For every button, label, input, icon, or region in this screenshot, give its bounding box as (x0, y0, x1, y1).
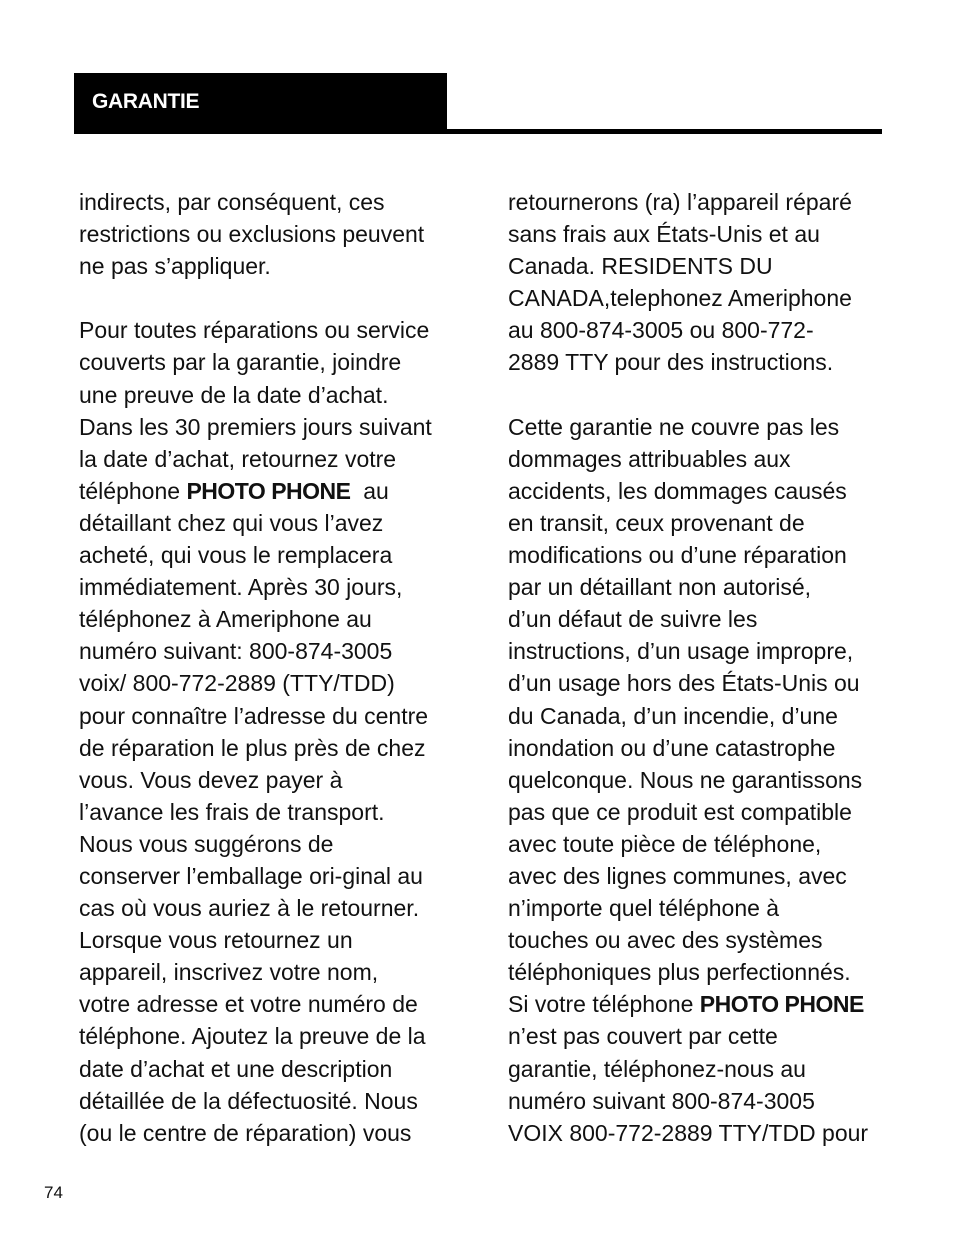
text-line: voix/ 800-772-2889 (TTY/TDD) (79, 670, 395, 697)
text-line: du Canada, d’un incendie, d’une (508, 702, 838, 729)
text-line: cas où vous auriez à le retourner. (79, 895, 420, 922)
text-line: accidents, les dommages causés (508, 477, 847, 504)
text-line: détaillée de la défectuosité. Nous (79, 1087, 418, 1114)
text-line: Cette garantie ne couvre pas les (508, 413, 840, 440)
text-line: immédiatement. Après 30 jours, (79, 574, 403, 601)
text-fragment: Si votre téléphone (508, 991, 700, 1018)
text-line: par un détaillant non autorisé, (508, 574, 812, 601)
text-line: l’avance les frais de transport. (79, 798, 385, 825)
text-line: pour connaître l’adresse du centre (79, 702, 429, 729)
page-number: 74 (44, 1183, 63, 1202)
left-paragraph-1 (79, 186, 459, 282)
text-line: vous. Vous devez payer à (79, 766, 343, 793)
text-line: d’un usage hors des États-Unis ou (508, 670, 860, 697)
text-line: conserver l’emballage ori-ginal au (79, 862, 423, 889)
text-line: numéro suivant 800-874-3005 (508, 1087, 815, 1114)
text-line: Dans les 30 premiers jours suivant (79, 413, 432, 440)
text-line: la date d’achat, retournez votre (79, 445, 397, 472)
text-line: date d’achat et une description (79, 1055, 393, 1082)
text-line: garantie, téléphonez-nous au (508, 1055, 806, 1082)
text-line: n’importe quel téléphone à (508, 895, 780, 922)
header-rule (447, 129, 882, 134)
right-paragraph-1 (508, 186, 888, 379)
text-line: inondation ou d’une catastrophe (508, 734, 836, 761)
brand-text-line (79, 475, 459, 507)
text-line: quelconque. Nous ne garantissons (508, 766, 863, 793)
text-line: couverts par la garantie, joindre (79, 349, 402, 376)
text-line: Pour toutes réparations ou service (79, 317, 430, 344)
text-line: de réparation le plus près de chez (79, 734, 426, 761)
text-line: Lorsque vous retournez un (79, 927, 353, 954)
text-line: sans frais aux États-Unis et au (508, 221, 820, 248)
paragraph-spacer (79, 282, 459, 314)
text-line: avec des lignes communes, avec (508, 862, 847, 889)
brand-name: PHOTO PHONE (699, 991, 864, 1018)
brand-name: PHOTO PHONE (186, 477, 351, 504)
text-line: dommages attribuables aux (508, 445, 791, 472)
text-line: n’est pas couvert par cette (508, 1023, 778, 1050)
text-line: acheté, qui vous le remplacera (79, 542, 393, 569)
text-line: modifications ou d’une réparation (508, 542, 847, 569)
text-line: ne pas s’appliquer. (79, 253, 271, 280)
text-line: 2889 TTY pour des instructions. (508, 349, 834, 376)
text-line: VOIX 800-772-2889 TTY/TDD pour (508, 1119, 869, 1146)
text-line: indirects, par conséquent, ces (79, 189, 385, 215)
text-line: CANADA,telephonez Ameriphone (508, 285, 852, 312)
right-paragraph-2 (508, 411, 888, 1149)
text-line: détaillant chez qui vous l’avez (79, 509, 384, 536)
text-line: téléphoniques plus perfectionnés. (508, 959, 851, 986)
text-line: touches ou avec des systèmes (508, 927, 823, 954)
text-line: votre adresse et votre numéro de (79, 991, 418, 1018)
text-line: d’un défaut de suivre les (508, 606, 758, 633)
text-line: restrictions ou exclusions peuvent (79, 221, 425, 248)
text-line: Canada. RESIDENTS DU (508, 253, 773, 280)
text-line: retournerons (ra) l’appareil réparé (508, 189, 852, 215)
left-column (79, 186, 459, 1149)
text-line: téléphonez à Ameriphone au (79, 606, 372, 633)
left-paragraph-2 (79, 314, 459, 1148)
text-line: (ou le centre de réparation) vous (79, 1119, 412, 1146)
text-line: une preuve de la date d’achat. (79, 381, 389, 408)
text-line: avec toute pièce de téléphone, (508, 830, 822, 857)
text-line: instructions, d’un usage impropre, (508, 638, 854, 665)
right-column (508, 186, 888, 1149)
text-fragment: téléphone (79, 477, 187, 504)
section-title: GARANTIE (92, 90, 200, 113)
text-line: au 800-874-3005 ou 800-772- (508, 317, 814, 344)
text-line: Nous vous suggérons de (79, 830, 334, 857)
text-line: en transit, ceux provenant de (508, 509, 805, 536)
paragraph-spacer (508, 379, 888, 411)
text-line: téléphone. Ajoutez la preuve de la (79, 1023, 426, 1050)
text-line: pas que ce produit est compatible (508, 798, 852, 825)
section-header-tab (74, 73, 447, 134)
text-fragment: au (350, 477, 389, 504)
text-line: numéro suivant: 800-874-3005 (79, 638, 393, 665)
brand-text-line (508, 988, 888, 1020)
text-line: appareil, inscrivez votre nom, (79, 959, 379, 986)
